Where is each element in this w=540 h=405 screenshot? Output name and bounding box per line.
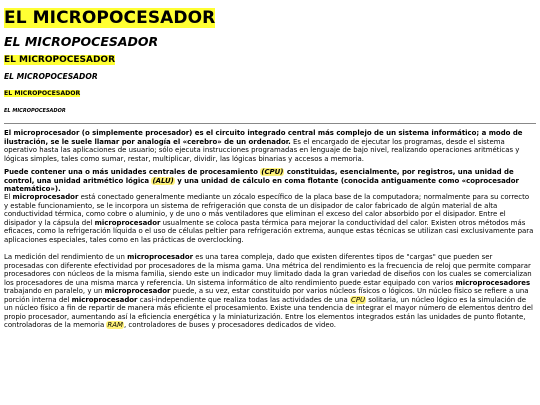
heading-3-text: EL MICROPOCESADOR [4, 55, 116, 65]
p4-text-e: trabajando en paralelo, y un [4, 287, 105, 295]
heading-5 [4, 90, 80, 98]
p3-text-c: está conectado generalmente mediante un zócalo específico de la placa base de la computadora; normalmente para su correcto y estable funcionamiento, se le incorpora un sistema de refrigeración que consta de un disipador de calor fabricado de algún material de alta conductividad térmica, como cobre o aluminio, y de uno o más ventiladores que eliminan el exceso del calor absorbido por el disipador. Entre el disipador y la cápsula del [4, 193, 530, 227]
p4-text-j: solitaria, un núcleo lógico es la simulación de un núcleo físico a fin de repartir de manera más eficiente el procesamiento. Existe una tendencia de integrar el mayor número de elementos dentro del propio procesador, aumentando así la eficiencia energética y la miniaturización. Entre los elementos integrados están las unidades de punto flotante, controladoras de la memoria [4, 295, 533, 329]
p2-cpu-highlight: (CPU) [261, 168, 284, 176]
p4-keyword: microprocesador [104, 287, 171, 295]
paragraph-4 [4, 253, 534, 330]
p1-bold-text: El microprocesador (o simplemente procesador) es el circuito integrado central más complejo de un sistema informático; a modo de ilustración, se le suele llamar por analogía el «cerebro» de un ordenador. [4, 129, 523, 146]
p4-keyword: microprocesador [127, 253, 194, 261]
p4-text-a: La medición del rendimiento de un [4, 253, 128, 261]
p4-text-k: , controladores de buses y procesadores dedicados de video. [123, 321, 336, 329]
p3-keyword: microprocesador [94, 218, 161, 227]
paragraph-2 [4, 168, 534, 194]
p4-ram-highlight: RAM [107, 321, 123, 329]
p4-cpu-highlight: CPU [350, 295, 366, 304]
heading-6: EL MICROPOCESADOR [4, 108, 66, 114]
p4-keyword: microprocesador [71, 295, 138, 304]
p2-text-a: Puede contener una o más unidades centrales de procesamiento [4, 168, 261, 176]
p4-text-i: casi-independiente que realiza todas las actividades de una [137, 295, 350, 304]
heading-4: EL MICROPOCESADOR [4, 72, 98, 81]
p3-text-e: usualmente se coloca pasta térmica para mejorar la conductividad del calor. Existen otros métodos más eficaces, como la refrigeración líquida o el uso de células peltier para refrigeración extrema, aunque estas técnicas se utilizan casi exclusivamente para aplicaciones especiales, tales como en las prácticas de overclocking. [4, 218, 534, 244]
p4-keyword: microprocesadores [455, 278, 531, 287]
heading-2: EL MICROPOCESADOR [4, 34, 159, 49]
horizontal-divider [4, 123, 536, 124]
p3-keyword: microprocesador [12, 193, 79, 201]
p3-text-a: El [4, 193, 13, 201]
paragraph-1 [4, 129, 534, 163]
heading-1-text: EL MICROPOCESADOR [4, 8, 216, 28]
p2-text-c: y una unidad de cálculo en coma flotante (conocida antiguamente como «coprocesador matemático»). [4, 176, 519, 193]
p2-alu-highlight: (ALU) [152, 176, 174, 185]
paragraph-3 [4, 193, 534, 244]
p1-text: Es el encargado de ejecutar los programas, desde el sistema operativo hasta las aplicaciones de usuario; sólo ejecuta instrucciones programadas en lenguaje de bajo nivel, realizando operaciones aritméticas y lógicas simples, tales como sumar, restar, multiplicar, dividir, las lógicas binarias y accesos a memoria. [4, 137, 520, 163]
heading-1 [4, 8, 215, 28]
p4-text-g: puede, a su vez, estar constituido por varios núcleos físicos o lógicos. Un núcleo físico se refiere a una porción interna del [4, 287, 529, 304]
p2-text-b: constituidas, esencialmente, por registros, una unidad de control, una unidad aritmético lógica [4, 168, 514, 185]
heading-5-text: EL MICROPOCESADOR [4, 90, 81, 97]
heading-3 [4, 55, 115, 66]
p4-text-c: es una tarea compleja, dado que existen diferentes tipos de "cargas" que pueden ser procesadas con diferente efectividad por procesadores de la misma gama. Una métrica del rendimiento es la frecuencia de reloj que permite comparar procesadores con núcleos de la misma familia, siendo este un indicador muy limitado dada la gran variedad de diseños con los cuales se comercializan los procesadores de una misma marca y referencia. Un sistema informático de alto rendimiento puede estar equipado con varios [4, 253, 532, 287]
